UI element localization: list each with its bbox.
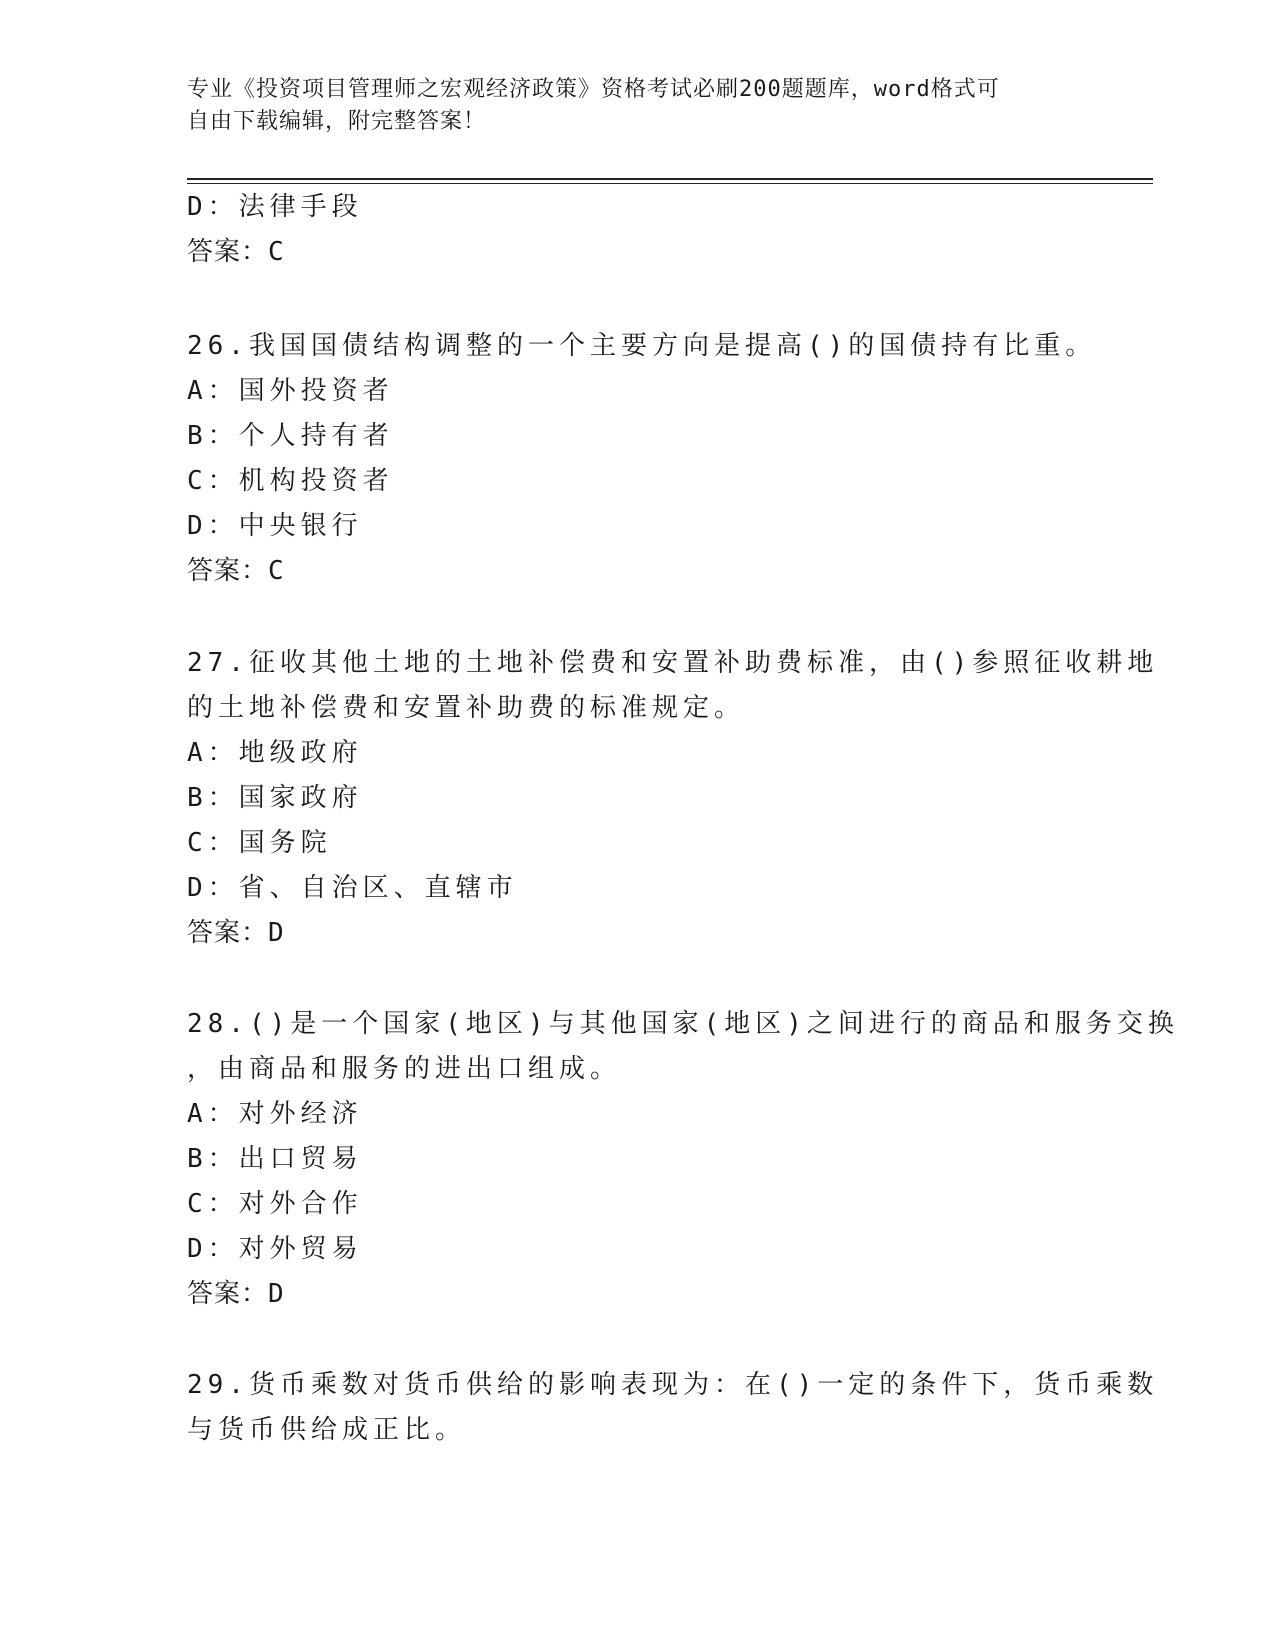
question-28-continued: ，由商品和服务的进出口组成。	[187, 1054, 622, 1084]
header-line-2: 自由下载编辑，附完整答案！	[187, 109, 487, 134]
option-a: A：地级政府	[187, 738, 363, 768]
option-a: A：国外投资者	[187, 376, 394, 406]
header-rule-thin	[187, 183, 1153, 184]
option-c: C：机构投资者	[187, 466, 394, 496]
option-b: B：出口贸易	[187, 1144, 363, 1174]
option-d: D：省、自治区、直辖市	[187, 873, 518, 903]
option-b: B：个人持有者	[187, 421, 394, 451]
header-rule-thick	[187, 178, 1153, 180]
option-c: C：国务院	[187, 828, 332, 858]
option-b: B：国家政府	[187, 783, 363, 813]
question-26: 26.我国国债结构调整的一个主要方向是提高()的国债持有比重。	[187, 331, 1097, 361]
option-d: D：法律手段	[187, 192, 363, 222]
option-c: C：对外合作	[187, 1189, 363, 1219]
header-line-1: 专业《投资项目管理师之宏观经济政策》资格考试必刷200题题库，word格式可	[187, 77, 1000, 102]
question-29-continued: 与货币供给成正比。	[187, 1415, 467, 1445]
question-28: 28.()是一个国家(地区)与其他国家(地区)之间进行的商品和服务交换	[187, 1009, 1179, 1039]
answer: 答案：D	[187, 918, 285, 948]
question-27-continued: 的土地补偿费和安置补助费的标准规定。	[187, 693, 746, 723]
option-a: A：对外经济	[187, 1099, 363, 1129]
question-29: 29.货币乘数对货币供给的影响表现为：在()一定的条件下，货币乘数	[187, 1370, 1159, 1400]
question-27: 27.征收其他土地的土地补偿费和安置补助费标准，由()参照征收耕地	[187, 648, 1159, 678]
document-header	[187, 74, 1067, 138]
option-d: D：对外贸易	[187, 1234, 363, 1264]
answer: 答案：D	[187, 1279, 285, 1309]
answer: 答案：C	[187, 556, 285, 586]
answer: 答案：C	[187, 237, 285, 267]
option-d: D：中央银行	[187, 511, 363, 541]
